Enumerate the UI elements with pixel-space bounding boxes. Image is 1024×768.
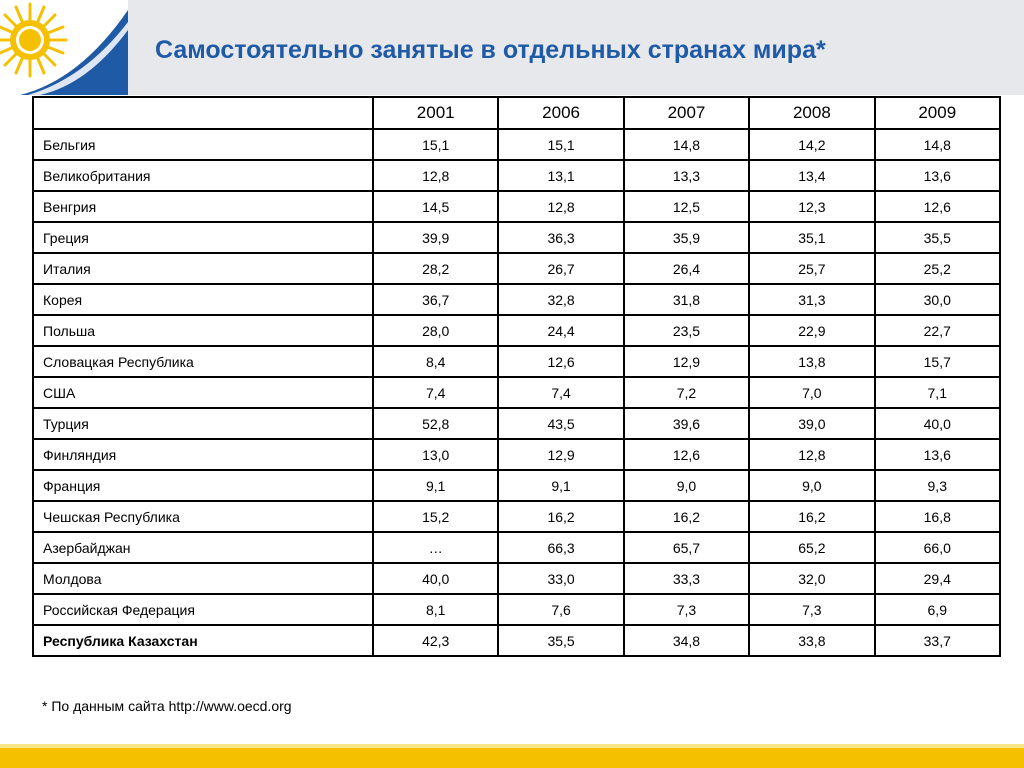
- table-row: [33, 284, 1000, 315]
- page-title: Самостоятельно занятые в отдельных странах мира*: [155, 36, 826, 64]
- table-row: [33, 377, 1000, 408]
- value-cell: 13,4: [749, 160, 874, 191]
- table-header-row: [33, 97, 1000, 129]
- value-cell: 31,8: [624, 284, 749, 315]
- value-cell: 7,1: [875, 377, 1000, 408]
- value-cell: 24,4: [498, 315, 623, 346]
- table-row: [33, 563, 1000, 594]
- value-cell: 9,3: [875, 470, 1000, 501]
- value-cell: 14,2: [749, 129, 874, 160]
- value-cell: 39,6: [624, 408, 749, 439]
- value-cell: 6,9: [875, 594, 1000, 625]
- table-row: [33, 532, 1000, 563]
- data-table: [32, 96, 1001, 657]
- value-cell: 39,0: [749, 408, 874, 439]
- country-cell: Чешская Республика: [33, 501, 373, 532]
- country-cell: Турция: [33, 408, 373, 439]
- value-cell: 7,4: [498, 377, 623, 408]
- table-row: [33, 160, 1000, 191]
- value-cell: 12,8: [498, 191, 623, 222]
- value-cell: 33,8: [749, 625, 874, 656]
- value-cell: 8,4: [373, 346, 498, 377]
- country-cell: Азербайджан: [33, 532, 373, 563]
- country-cell: Великобритания: [33, 160, 373, 191]
- table-row: [33, 625, 1000, 656]
- value-cell: 26,7: [498, 253, 623, 284]
- country-cell: Греция: [33, 222, 373, 253]
- table-row: [33, 346, 1000, 377]
- value-cell: 33,0: [498, 563, 623, 594]
- value-cell: 7,2: [624, 377, 749, 408]
- value-cell: 36,3: [498, 222, 623, 253]
- value-cell: 43,5: [498, 408, 623, 439]
- value-cell: 14,8: [624, 129, 749, 160]
- value-cell: 12,6: [875, 191, 1000, 222]
- table-row: [33, 408, 1000, 439]
- country-cell: Российская Федерация: [33, 594, 373, 625]
- value-cell: 7,0: [749, 377, 874, 408]
- table-row: [33, 501, 1000, 532]
- value-cell: 12,9: [498, 439, 623, 470]
- value-cell: 12,6: [624, 439, 749, 470]
- value-cell: 12,6: [498, 346, 623, 377]
- country-cell: Бельгия: [33, 129, 373, 160]
- value-cell: 12,8: [373, 160, 498, 191]
- table-row: [33, 253, 1000, 284]
- value-cell: 28,2: [373, 253, 498, 284]
- footnote: * По данным сайта http://www.oecd.org: [42, 698, 292, 714]
- value-cell: 35,9: [624, 222, 749, 253]
- value-cell: 52,8: [373, 408, 498, 439]
- value-cell: 36,7: [373, 284, 498, 315]
- table-row: [33, 191, 1000, 222]
- value-cell: 9,0: [624, 470, 749, 501]
- value-cell: 9,1: [498, 470, 623, 501]
- value-cell: 22,7: [875, 315, 1000, 346]
- value-cell: 9,1: [373, 470, 498, 501]
- value-cell: 12,3: [749, 191, 874, 222]
- country-cell: США: [33, 377, 373, 408]
- value-cell: 28,0: [373, 315, 498, 346]
- value-cell: 12,5: [624, 191, 749, 222]
- value-cell: 33,3: [624, 563, 749, 594]
- value-cell: 25,2: [875, 253, 1000, 284]
- country-cell: Словацкая Республика: [33, 346, 373, 377]
- value-cell: 39,9: [373, 222, 498, 253]
- value-cell: 35,5: [498, 625, 623, 656]
- value-cell: 13,0: [373, 439, 498, 470]
- table-body: [33, 129, 1000, 656]
- country-cell: Молдова: [33, 563, 373, 594]
- value-cell: 16,2: [749, 501, 874, 532]
- value-cell: 65,2: [749, 532, 874, 563]
- value-cell: 13,6: [875, 439, 1000, 470]
- value-cell: 16,8: [875, 501, 1000, 532]
- value-cell: 12,8: [749, 439, 874, 470]
- value-cell: 30,0: [875, 284, 1000, 315]
- value-cell: 16,2: [498, 501, 623, 532]
- value-cell: 31,3: [749, 284, 874, 315]
- country-cell: Корея: [33, 284, 373, 315]
- value-cell: 26,4: [624, 253, 749, 284]
- value-cell: 35,1: [749, 222, 874, 253]
- value-cell: 35,5: [875, 222, 1000, 253]
- value-cell: 15,1: [498, 129, 623, 160]
- header-country-cell: [33, 97, 373, 129]
- value-cell: 13,1: [498, 160, 623, 191]
- value-cell: 14,5: [373, 191, 498, 222]
- value-cell: 9,0: [749, 470, 874, 501]
- value-cell: 16,2: [624, 501, 749, 532]
- value-cell: 15,2: [373, 501, 498, 532]
- value-cell: 22,9: [749, 315, 874, 346]
- value-cell: 32,8: [498, 284, 623, 315]
- country-cell: Италия: [33, 253, 373, 284]
- table-row: [33, 129, 1000, 160]
- country-cell: Франция: [33, 470, 373, 501]
- value-cell: 15,1: [373, 129, 498, 160]
- value-cell: 7,3: [624, 594, 749, 625]
- header-year: 2009: [875, 97, 1000, 129]
- value-cell: 65,7: [624, 532, 749, 563]
- header-year: 2008: [749, 97, 874, 129]
- header-year: 2007: [624, 97, 749, 129]
- value-cell: 8,1: [373, 594, 498, 625]
- country-cell: Венгрия: [33, 191, 373, 222]
- value-cell: 32,0: [749, 563, 874, 594]
- country-cell: Польша: [33, 315, 373, 346]
- value-cell: 25,7: [749, 253, 874, 284]
- value-cell: 66,3: [498, 532, 623, 563]
- data-table-container: [32, 96, 999, 657]
- value-cell: 42,3: [373, 625, 498, 656]
- value-cell: 29,4: [875, 563, 1000, 594]
- table-row: [33, 470, 1000, 501]
- value-cell: 34,8: [624, 625, 749, 656]
- value-cell: 7,6: [498, 594, 623, 625]
- value-cell: 7,4: [373, 377, 498, 408]
- country-cell: Республика Казахстан: [33, 625, 373, 656]
- country-cell: Финляндия: [33, 439, 373, 470]
- value-cell: 13,3: [624, 160, 749, 191]
- footer-band: [0, 748, 1024, 768]
- header-year: 2001: [373, 97, 498, 129]
- value-cell: 14,8: [875, 129, 1000, 160]
- logo: [0, 0, 128, 95]
- value-cell: 33,7: [875, 625, 1000, 656]
- table-row: [33, 315, 1000, 346]
- value-cell: 13,6: [875, 160, 1000, 191]
- table-row: [33, 439, 1000, 470]
- value-cell: 7,3: [749, 594, 874, 625]
- value-cell: 12,9: [624, 346, 749, 377]
- header-year: 2006: [498, 97, 623, 129]
- value-cell: 13,8: [749, 346, 874, 377]
- sun-logo-icon: [0, 0, 128, 95]
- value-cell: 40,0: [875, 408, 1000, 439]
- value-cell: 40,0: [373, 563, 498, 594]
- table-row: [33, 222, 1000, 253]
- value-cell: 15,7: [875, 346, 1000, 377]
- value-cell: …: [373, 532, 498, 563]
- value-cell: 66,0: [875, 532, 1000, 563]
- table-row: [33, 594, 1000, 625]
- value-cell: 23,5: [624, 315, 749, 346]
